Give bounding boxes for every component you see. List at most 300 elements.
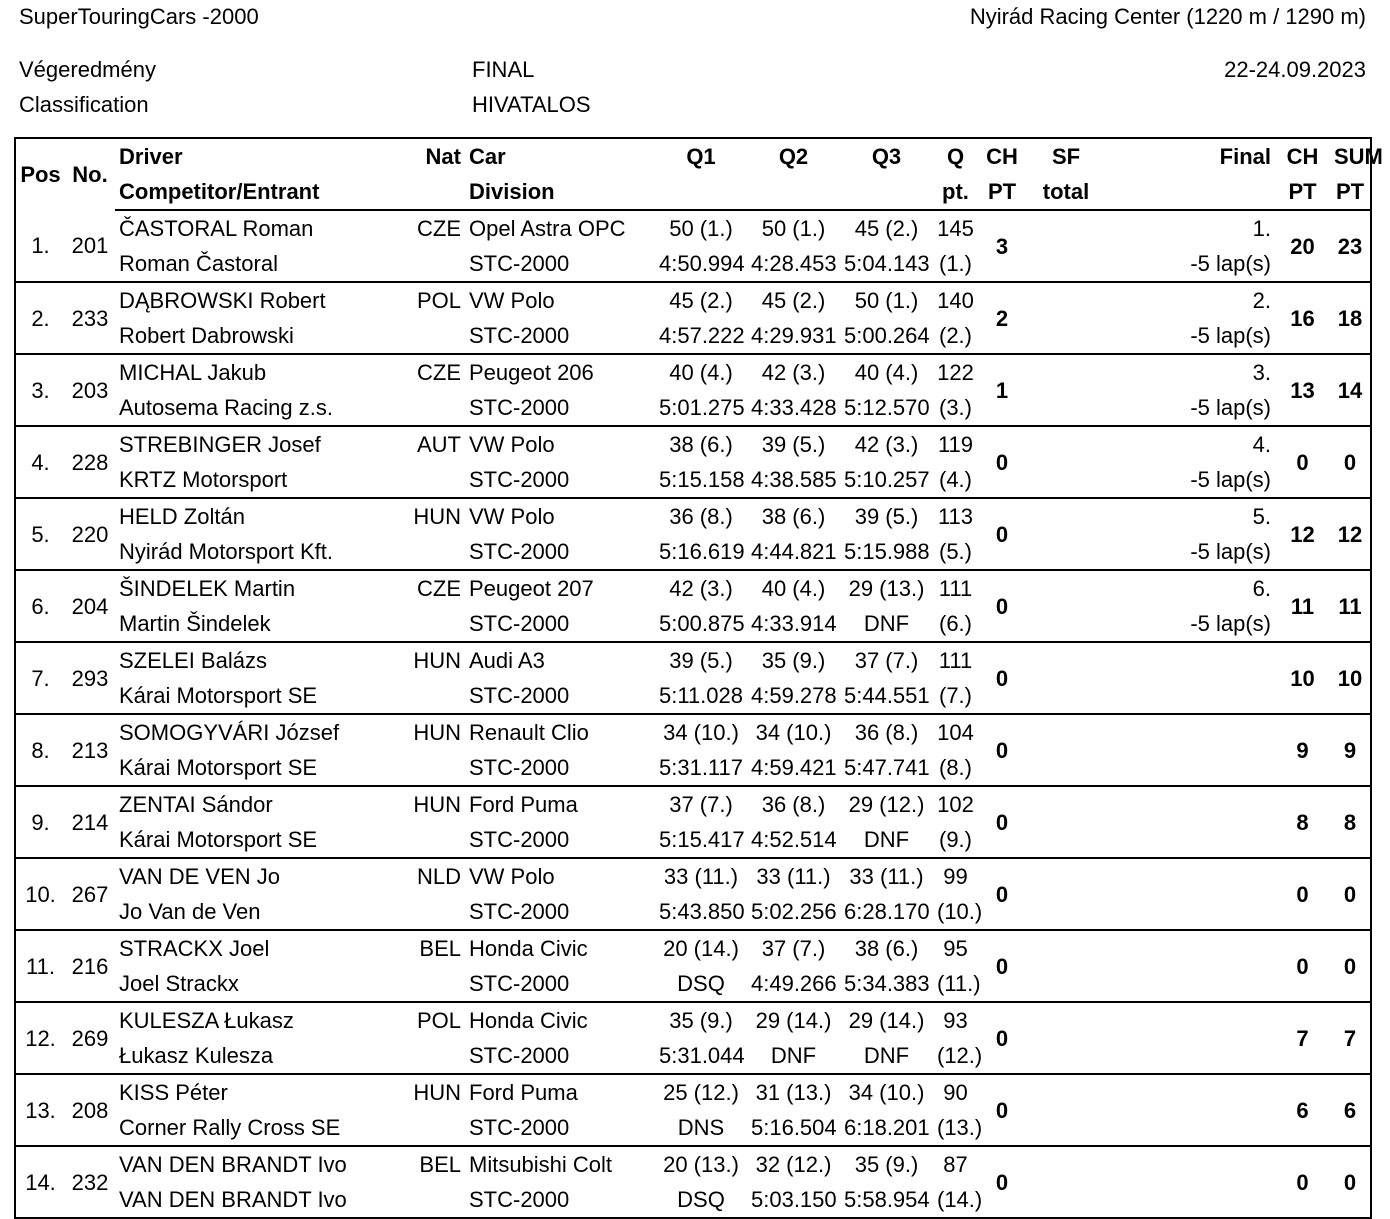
ch-points-cell: 0 <box>978 1146 1026 1218</box>
q1-points-cell: 35 (9.) <box>655 1002 747 1038</box>
car-number-cell: 203 <box>65 354 115 426</box>
nationality-cell: HUN <box>355 714 465 750</box>
q1-time-cell: 5:15.158 <box>659 467 745 492</box>
competitor-cell: Corner Rally Cross SE <box>119 1115 341 1140</box>
car-number-cell: 233 <box>65 282 115 354</box>
ch-points-cell: 0 <box>978 714 1026 786</box>
table-row-detail <box>15 750 1371 786</box>
q-rank-cell: (9.) <box>939 827 972 852</box>
ch-pt-cell: 10 <box>1275 642 1330 714</box>
ch-pt-cell: 11 <box>1275 570 1330 642</box>
q3-points-cell: 45 (2.) <box>854 216 919 241</box>
header-q-points: Q <box>946 144 965 169</box>
division-cell: STC-2000 <box>469 971 570 996</box>
driver-cell: SOMOGYVÁRI József <box>115 714 355 750</box>
q1-points-cell: 39 (5.) <box>655 642 747 678</box>
title-english: Classification <box>19 92 149 117</box>
position-cell: 11. <box>15 930 65 1002</box>
driver-cell: MICHAL Jakub <box>115 354 355 390</box>
table-row-detail <box>15 966 1371 1002</box>
car-cell: Ford Puma <box>465 786 655 822</box>
position-cell: 13. <box>15 1074 65 1146</box>
division-cell: STC-2000 <box>469 1115 570 1140</box>
q2-time-cell: DNF <box>770 1043 817 1068</box>
car-cell: Ford Puma <box>465 1074 655 1110</box>
q-points-cell: 95 <box>933 930 978 966</box>
competitor-cell: Łukasz Kulesza <box>119 1043 274 1068</box>
table-row-detail <box>15 894 1371 930</box>
header-car: Car <box>469 144 506 169</box>
final-laps-cell <box>1106 1110 1275 1146</box>
q3-time-cell: 5:47.741 <box>844 755 930 780</box>
q2-time-cell: 5:16.504 <box>751 1115 837 1140</box>
car-number-cell: 232 <box>65 1146 115 1218</box>
q-rank-cell: (3.) <box>939 395 972 420</box>
q-rank-cell: (2.) <box>939 323 972 348</box>
ch-points-cell: 0 <box>978 930 1026 1002</box>
table-row <box>15 930 1371 966</box>
division-cell: STC-2000 <box>469 1043 570 1068</box>
final-position-cell <box>1106 858 1275 894</box>
q-rank-cell: (12.) <box>937 1043 983 1068</box>
division-cell: STC-2000 <box>469 827 570 852</box>
q2-points-cell: 35 (9.) <box>747 642 840 678</box>
q3-time-cell: 6:18.201 <box>844 1115 930 1140</box>
q1-points-cell: 36 (8.) <box>655 498 747 534</box>
header-sf-sub: total <box>1026 174 1106 210</box>
q-rank-cell: (8.) <box>939 755 972 780</box>
sum-pt-cell: 14 <box>1330 354 1371 426</box>
q3-points-cell: 35 (9.) <box>840 1146 933 1182</box>
sum-pt-cell: 10 <box>1330 642 1371 714</box>
q1-points-cell: 38 (6.) <box>655 426 747 462</box>
empty-cell <box>355 318 465 354</box>
driver-cell: STREBINGER Josef <box>115 426 355 462</box>
final-laps-cell: -5 lap(s) <box>1190 467 1271 492</box>
table-row <box>15 786 1371 822</box>
ch-pt-cell: 12 <box>1275 498 1330 570</box>
car-cell: Renault Clio <box>465 714 655 750</box>
driver-cell: ŠINDELEK Martin <box>115 570 355 606</box>
sf-total-cell <box>1026 1146 1106 1218</box>
q-points-cell: 140 <box>933 282 978 318</box>
header-ch: CH <box>986 144 1018 169</box>
ch-pt-cell: 0 <box>1275 858 1330 930</box>
q3-time-cell: 5:34.383 <box>844 971 930 996</box>
driver-cell: SZELEI Balázs <box>115 642 355 678</box>
table-row <box>15 498 1371 534</box>
nationality-cell: HUN <box>355 498 465 534</box>
driver-cell: ČASTORAL Roman <box>119 216 314 241</box>
table-row-detail <box>15 318 1371 354</box>
q1-time-cell: 5:00.875 <box>659 611 745 636</box>
empty-cell <box>355 966 465 1002</box>
q3-points-cell: 39 (5.) <box>840 498 933 534</box>
header-empty <box>747 174 840 210</box>
competitor-cell: Jo Van de Ven <box>119 899 261 924</box>
q2-time-cell: 4:38.585 <box>751 467 837 492</box>
header-competitor: Competitor/Entrant <box>115 174 355 210</box>
q1-time-cell: 5:16.619 <box>659 539 745 564</box>
q1-points-cell: 34 (10.) <box>655 714 747 750</box>
table-header <box>15 138 1383 210</box>
q2-time-cell: 5:03.150 <box>751 1187 837 1212</box>
division-cell: STC-2000 <box>469 251 570 276</box>
car-number-cell: 204 <box>65 570 115 642</box>
q2-points-cell: 31 (13.) <box>747 1074 840 1110</box>
final-laps-cell <box>1106 822 1275 858</box>
car-cell: Mitsubishi Colt <box>465 1146 655 1182</box>
final-laps-cell: -5 lap(s) <box>1190 539 1271 564</box>
q1-time-cell: DNS <box>677 1115 725 1140</box>
q2-time-cell: 4:33.914 <box>751 611 837 636</box>
table-row <box>15 570 1371 606</box>
competitor-cell: Kárai Motorsport SE <box>119 755 318 780</box>
empty-cell <box>355 606 465 642</box>
status-final: FINAL <box>472 57 535 82</box>
ch-points-cell: 1 <box>978 354 1026 426</box>
final-laps-cell: -5 lap(s) <box>1190 323 1271 348</box>
sum-pt-cell: 7 <box>1330 1002 1371 1074</box>
q-points-cell: 111 <box>933 570 978 606</box>
sf-total-cell <box>1026 570 1106 642</box>
car-cell: VW Polo <box>465 426 655 462</box>
driver-cell: VAN DE VEN Jo <box>115 858 355 894</box>
competitor-cell: Robert Dabrowski <box>119 323 294 348</box>
final-laps-cell: -5 lap(s) <box>1190 395 1271 420</box>
header-division: Division <box>465 174 655 210</box>
ch-points-cell: 0 <box>978 1002 1026 1074</box>
q3-time-cell: DNF <box>863 827 910 852</box>
ch-pt-cell: 20 <box>1290 233 1315 259</box>
final-position-cell: 2. <box>1106 282 1275 318</box>
q-rank-cell: (6.) <box>939 611 972 636</box>
driver-cell: ZENTAI Sándor <box>115 786 355 822</box>
table-row <box>15 1146 1371 1182</box>
q2-points-cell: 32 (12.) <box>747 1146 840 1182</box>
q-rank-cell: (4.) <box>939 467 972 492</box>
table-row-detail <box>15 678 1371 714</box>
ch-points-cell: 0 <box>978 570 1026 642</box>
car-cell: VW Polo <box>465 498 655 534</box>
q2-time-cell: 5:02.256 <box>751 899 837 924</box>
sum-pt-cell: 0 <box>1330 426 1371 498</box>
q1-time-cell: DSQ <box>677 971 725 996</box>
table-row <box>15 426 1371 462</box>
q2-points-cell: 42 (3.) <box>747 354 840 390</box>
q1-time-cell: DSQ <box>677 1187 725 1212</box>
table-row-detail <box>15 462 1371 498</box>
q1-points-cell: 45 (2.) <box>655 282 747 318</box>
q1-points-cell: 50 (1.) <box>669 216 733 241</box>
nationality-cell: HUN <box>355 1074 465 1110</box>
position-cell: 5. <box>15 498 65 570</box>
ch-points-cell: 0 <box>978 858 1026 930</box>
nationality-cell: CZE <box>355 354 465 390</box>
table-row <box>15 282 1371 318</box>
table-row <box>15 858 1371 894</box>
sf-total-cell <box>1026 282 1106 354</box>
ch-pt-cell: 0 <box>1275 1146 1330 1218</box>
header-empty <box>355 174 465 210</box>
final-position-cell: 4. <box>1106 426 1275 462</box>
ch-pt-cell: 13 <box>1275 354 1330 426</box>
header-ch-pt-sub: PT <box>1275 174 1330 210</box>
position-cell: 10. <box>15 858 65 930</box>
ch-pt-cell: 7 <box>1275 1002 1330 1074</box>
empty-cell <box>355 750 465 786</box>
header-sum-pt-sub: PT <box>1330 174 1371 210</box>
q3-time-cell: 5:10.257 <box>844 467 930 492</box>
nationality-cell: CZE <box>417 216 461 241</box>
ch-points-cell: 0 <box>978 426 1026 498</box>
division-cell: STC-2000 <box>469 323 570 348</box>
q2-points-cell: 29 (14.) <box>747 1002 840 1038</box>
q2-points-cell: 45 (2.) <box>747 282 840 318</box>
table-row-detail <box>15 246 1371 282</box>
q1-points-cell: 20 (14.) <box>655 930 747 966</box>
sum-pt-cell: 8 <box>1330 786 1371 858</box>
driver-cell: STRACKX Joel <box>115 930 355 966</box>
q2-time-cell: 4:49.266 <box>751 971 837 996</box>
q3-points-cell: 33 (11.) <box>840 858 933 894</box>
q2-time-cell: 4:59.421 <box>751 755 837 780</box>
sf-total-cell <box>1026 786 1106 858</box>
q1-points-cell: 37 (7.) <box>655 786 747 822</box>
division-cell: STC-2000 <box>469 683 570 708</box>
sf-total-cell <box>1026 1074 1106 1146</box>
q-points-cell: 119 <box>933 426 978 462</box>
competitor-cell: Kárai Motorsport SE <box>119 683 318 708</box>
driver-cell: DĄBROWSKI Robert <box>115 282 355 318</box>
header-q3: Q3 <box>871 144 902 169</box>
final-laps-cell <box>1106 966 1275 1002</box>
sf-total-cell <box>1026 642 1106 714</box>
q-rank-cell: (7.) <box>939 683 972 708</box>
header-pos: Pos <box>20 162 61 187</box>
table-row-detail <box>15 1038 1371 1074</box>
car-cell: Peugeot 207 <box>465 570 655 606</box>
final-position-cell: 3. <box>1106 354 1275 390</box>
header-driver: Driver <box>119 144 183 169</box>
q2-time-cell: 4:29.931 <box>751 323 837 348</box>
table-row-detail <box>15 534 1371 570</box>
q1-time-cell: 4:50.994 <box>659 251 745 276</box>
final-position-cell <box>1106 714 1275 750</box>
empty-cell <box>355 678 465 714</box>
car-number-cell: 213 <box>65 714 115 786</box>
car-number-cell: 208 <box>65 1074 115 1146</box>
header-empty <box>840 174 933 210</box>
sum-pt-cell: 0 <box>1330 1146 1371 1218</box>
final-position-cell <box>1106 786 1275 822</box>
position-cell: 3. <box>15 354 65 426</box>
q1-time-cell: 5:11.028 <box>659 683 744 708</box>
q2-points-cell: 37 (7.) <box>747 930 840 966</box>
ch-points-cell: 0 <box>978 498 1026 570</box>
driver-cell: VAN DEN BRANDT Ivo <box>115 1146 355 1182</box>
car-cell: Honda Civic <box>465 1002 655 1038</box>
header-final: Final <box>1219 144 1271 169</box>
q3-points-cell: 42 (3.) <box>840 426 933 462</box>
car-cell: VW Polo <box>465 282 655 318</box>
position-cell: 4. <box>15 426 65 498</box>
header-sum-pt: SUM <box>1334 144 1383 169</box>
q3-points-cell: 34 (10.) <box>840 1074 933 1110</box>
series-title: SuperTouringCars -2000 <box>19 4 259 29</box>
sum-pt-cell: 12 <box>1330 498 1371 570</box>
sf-total-cell <box>1026 858 1106 930</box>
sf-total-cell <box>1026 498 1106 570</box>
table-row-detail <box>15 606 1371 642</box>
q3-time-cell: 5:58.954 <box>844 1187 930 1212</box>
nationality-cell: POL <box>355 1002 465 1038</box>
competitor-cell: Autosema Racing z.s. <box>119 395 333 420</box>
q3-time-cell: 6:28.170 <box>844 899 930 924</box>
sf-total-cell <box>1026 714 1106 786</box>
car-cell: Honda Civic <box>465 930 655 966</box>
q-rank-cell: (10.) <box>937 899 983 924</box>
header-ch-sub: PT <box>978 174 1026 210</box>
q-rank-cell: (5.) <box>939 539 972 564</box>
table-row-detail <box>15 822 1371 858</box>
q-points-cell: 93 <box>933 1002 978 1038</box>
sum-pt-cell: 9 <box>1330 714 1371 786</box>
car-cell: Opel Astra OPC <box>469 216 626 241</box>
final-position-cell <box>1106 1146 1275 1182</box>
table-row <box>15 642 1371 678</box>
sf-total-cell <box>1026 354 1106 426</box>
position-cell: 12. <box>15 1002 65 1074</box>
final-position-cell: 5. <box>1106 498 1275 534</box>
q-points-cell: 87 <box>933 1146 978 1182</box>
final-position-cell <box>1106 930 1275 966</box>
q3-points-cell: 29 (14.) <box>840 1002 933 1038</box>
competitor-cell: Joel Strackx <box>119 971 239 996</box>
division-cell: STC-2000 <box>469 1187 570 1212</box>
table-row <box>15 354 1371 390</box>
final-position-cell <box>1106 1074 1275 1110</box>
final-laps-cell <box>1106 894 1275 930</box>
q2-time-cell: 4:33.428 <box>751 395 837 420</box>
nationality-cell: HUN <box>355 786 465 822</box>
driver-cell: KISS Péter <box>115 1074 355 1110</box>
table-row-detail <box>15 390 1371 426</box>
header-empty <box>655 174 747 210</box>
driver-cell: HELD Zoltán <box>115 498 355 534</box>
empty-cell <box>355 894 465 930</box>
q-rank-cell: (14.) <box>937 1187 983 1212</box>
nationality-cell: NLD <box>355 858 465 894</box>
header-q-points-sub: pt. <box>933 174 978 210</box>
results-table <box>14 137 1383 1219</box>
car-number-cell: 293 <box>65 642 115 714</box>
position-cell: 8. <box>15 714 65 786</box>
ch-pt-cell: 8 <box>1275 786 1330 858</box>
q2-points-cell: 40 (4.) <box>747 570 840 606</box>
q-points-cell: 111 <box>933 642 978 678</box>
final-laps-cell <box>1106 1182 1275 1218</box>
q3-time-cell: 5:04.143 <box>844 251 930 276</box>
car-number-cell: 201 <box>71 233 109 258</box>
nationality-cell: BEL <box>355 1146 465 1182</box>
empty-cell <box>355 534 465 570</box>
final-position-cell <box>1106 1002 1275 1038</box>
nationality-cell: POL <box>355 282 465 318</box>
q-points-cell: 99 <box>933 858 978 894</box>
q-points-cell: 90 <box>933 1074 978 1110</box>
q1-points-cell: 33 (11.) <box>655 858 747 894</box>
title-hungarian: Végeredmény <box>19 57 156 82</box>
q2-points-cell: 34 (10.) <box>747 714 840 750</box>
q-rank-cell: (1.) <box>939 251 972 276</box>
q-rank-cell: (11.) <box>937 971 981 996</box>
division-cell: STC-2000 <box>469 755 570 780</box>
position-cell: 6. <box>15 570 65 642</box>
position-cell: 1. <box>31 233 50 258</box>
header-ch-pt: CH <box>1286 144 1319 169</box>
header-number: No. <box>72 162 108 187</box>
q3-points-cell: 29 (13.) <box>840 570 933 606</box>
competitor-cell: KRTZ Motorsport <box>119 467 288 492</box>
car-number-cell: 216 <box>65 930 115 1002</box>
q2-time-cell: 4:44.821 <box>751 539 837 564</box>
sum-pt-cell: 18 <box>1330 282 1371 354</box>
q3-points-cell: 50 (1.) <box>840 282 933 318</box>
q2-time-cell: 4:28.453 <box>751 251 837 276</box>
ch-pt-cell: 6 <box>1275 1074 1330 1146</box>
empty-cell <box>355 246 465 282</box>
driver-cell: KULESZA Łukasz <box>115 1002 355 1038</box>
sf-total-cell <box>1026 930 1106 1002</box>
q1-time-cell: 5:15.417 <box>659 827 745 852</box>
q3-time-cell: 5:15.988 <box>844 539 930 564</box>
q-points-cell: 145 <box>937 216 974 241</box>
empty-cell <box>355 390 465 426</box>
ch-pt-cell: 0 <box>1275 426 1330 498</box>
table-row <box>15 1002 1371 1038</box>
competitor-cell: Nyirád Motorsport Kft. <box>119 539 333 564</box>
ch-pt-cell: 16 <box>1275 282 1330 354</box>
nationality-cell: AUT <box>355 426 465 462</box>
table-row-detail <box>15 1110 1371 1146</box>
sum-pt-cell: 6 <box>1330 1074 1371 1146</box>
final-laps-cell: -5 lap(s) <box>1190 611 1271 636</box>
sum-pt-cell: 0 <box>1330 930 1371 1002</box>
final-laps-cell <box>1106 750 1275 786</box>
q1-points-cell: 25 (12.) <box>655 1074 747 1110</box>
q1-points-cell: 40 (4.) <box>655 354 747 390</box>
q2-points-cell: 50 (1.) <box>761 216 826 241</box>
car-number-cell: 214 <box>65 786 115 858</box>
competitor-cell: Martin Šindelek <box>119 611 271 636</box>
q3-time-cell: 5:44.551 <box>844 683 930 708</box>
q1-time-cell: 5:31.044 <box>659 1043 745 1068</box>
car-number-cell: 220 <box>65 498 115 570</box>
q2-points-cell: 38 (6.) <box>747 498 840 534</box>
table-row <box>15 1074 1371 1110</box>
q3-time-cell: 5:12.570 <box>844 395 930 420</box>
sum-pt-cell: 23 <box>1337 233 1363 259</box>
sf-total-cell <box>1026 426 1106 498</box>
q-points-cell: 104 <box>933 714 978 750</box>
car-cell: Peugeot 206 <box>465 354 655 390</box>
division-cell: STC-2000 <box>469 539 570 564</box>
car-cell: Audi A3 <box>465 642 655 678</box>
final-position-cell <box>1106 642 1275 678</box>
sum-pt-cell: 0 <box>1330 858 1371 930</box>
status-official: HIVATALOS <box>472 92 591 117</box>
